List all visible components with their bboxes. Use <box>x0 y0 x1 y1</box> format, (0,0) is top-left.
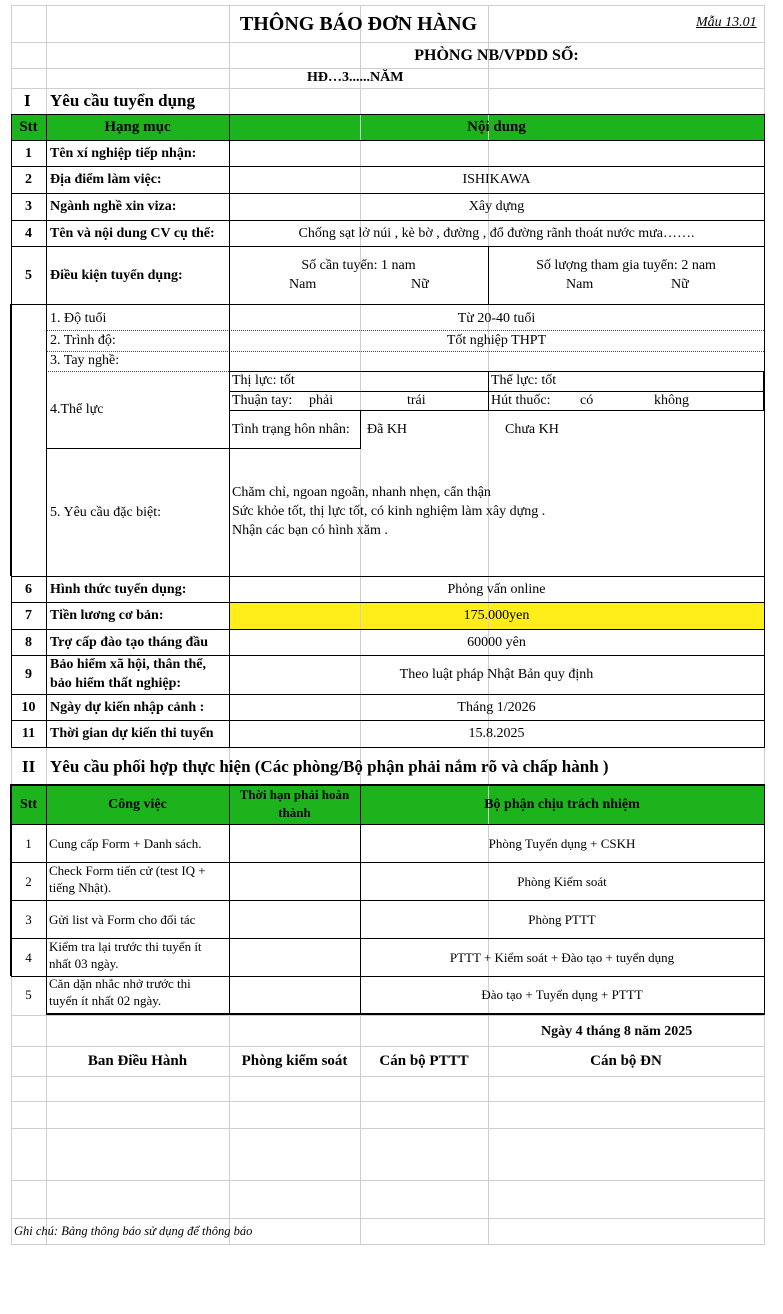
row-number: 8 <box>25 634 32 650</box>
row-label: Tiền lương cơ bản: <box>50 608 164 623</box>
document-title: THÔNG BÁO ĐƠN HÀNG <box>239 12 478 35</box>
section2-title: Yêu cầu phối hợp thực hiện (Các phòng/Bộ phận phải nắm rõ và chấp hành ) <box>50 757 609 776</box>
special-line: Nhận các bạn có hình xăm . <box>232 523 388 538</box>
col-stt: Stt <box>19 797 38 812</box>
col-item: Hạng mục <box>104 119 171 135</box>
row-label: Ngành nghề xin viza: <box>50 199 177 214</box>
row-label: Địa điểm làm việc: <box>50 172 162 187</box>
task-text: nhất 03 ngày. <box>49 956 119 971</box>
need-count: Số cần tuyển: 1 nam <box>301 258 416 273</box>
section1-title: Yêu cầu tuyển dụng <box>50 91 196 110</box>
task-number: 5 <box>25 987 32 1002</box>
sign-dn: Cán bộ ĐN <box>590 1053 662 1069</box>
marital-label: Tình trạng hôn nhân: <box>232 422 350 437</box>
age-label: 1. Độ tuổi <box>50 311 107 326</box>
task-text: Gửi list và Form cho đối tác <box>49 911 196 927</box>
smoke-label: Hút thuốc: <box>491 393 551 408</box>
task-text: Cung cấp Form + Danh sách. <box>49 835 202 851</box>
row-value <box>229 141 764 166</box>
special-label: 5. Yêu cầu đặc biệt: <box>50 504 162 520</box>
single: Chưa KH <box>505 422 559 437</box>
row-value: Chống sạt lở núi , kè bờ , đường , đổ đường rãnh thoát nước mưa……. <box>298 225 695 241</box>
section1-roman: I <box>24 91 31 110</box>
fitness: Thể lực: tốt <box>491 373 557 388</box>
task-department: Phòng Tuyển dụng + CSKH <box>488 835 636 851</box>
row-number: 6 <box>25 581 32 597</box>
sign-control: Phòng kiểm soát <box>241 1053 348 1069</box>
row-number: 4 <box>25 225 32 241</box>
sign-date: Ngày 4 tháng 8 năm 2025 <box>541 1024 693 1039</box>
row-label: Tên xí nghiệp tiếp nhận: <box>50 145 197 161</box>
task-text: tuyển ít nhất 02 ngày. <box>49 993 162 1008</box>
special-line: Chăm chỉ, ngoan ngoãn, nhanh nhẹn, cẩn thận <box>232 485 491 500</box>
col-deadline: Thời hạn phải hoàn <box>239 787 350 802</box>
contract-number: HĐ…3......NĂM <box>307 70 404 85</box>
smoke-yes: có <box>580 393 594 408</box>
row-value: ISHIKAWA <box>462 172 531 187</box>
row-number: 3 <box>25 199 32 214</box>
form-code: Mẫu 13.01 <box>696 15 757 30</box>
row-label-line: Bảo hiểm xã hội, thân thể, <box>50 657 206 672</box>
row-label: Ngày dự kiến nhập cảnh : <box>50 699 205 715</box>
row-label: Hình thức tuyển dụng: <box>50 581 187 597</box>
row-number: 1 <box>25 145 32 161</box>
task-number: 4 <box>25 949 32 965</box>
eyesight: Thị lực: tốt <box>232 373 295 388</box>
skill-label: 3. Tay nghề: <box>50 353 120 368</box>
row-number: 10 <box>21 699 36 715</box>
education-value: Tốt nghiệp THPT <box>446 333 547 348</box>
row-value: Phỏng vấn online <box>447 581 546 597</box>
hand-right: phải <box>309 393 334 408</box>
row-value: Xây dựng <box>468 199 525 214</box>
row-label: Điều kiện tuyển dụng: <box>50 267 183 283</box>
row-label: Thời gian dự kiến thi tuyển <box>50 726 214 741</box>
join-count: Số lượng tham gia tuyển: 2 nam <box>536 258 716 273</box>
task-department: PTTT + Kiểm soát + Đào tạo + tuyển dụng <box>449 949 675 965</box>
row-label: Trợ cấp đào tạo tháng đầu <box>50 634 209 650</box>
need-male: Nam <box>289 277 317 292</box>
col-task: Công việc <box>108 797 167 812</box>
task-text: Kiểm tra lại trước thi tuyển ít <box>49 939 202 954</box>
task-text: tiếng Nhật). <box>49 880 112 895</box>
hand-left: trái <box>407 393 426 408</box>
salary-value: 175.000yen <box>463 608 530 623</box>
task-department: Phòng PTTT <box>528 911 596 927</box>
row-label: Tên và nội dung CV cụ thể: <box>50 225 215 241</box>
task-text: Check Form tiến cử (test IQ + <box>49 863 206 878</box>
need-female: Nữ <box>411 277 429 292</box>
section2-roman: II <box>22 757 36 776</box>
married: Đã KH <box>367 422 408 437</box>
education-label: 2. Trình độ: <box>50 333 116 348</box>
col-department: Bộ phận chịu trách nhiệm <box>484 797 640 812</box>
row-value: Theo luật pháp Nhật Bản quy định <box>399 667 594 682</box>
task-department: Phòng Kiểm soát <box>517 873 607 889</box>
task-number: 3 <box>25 911 32 927</box>
age-value: Từ 20-40 tuổi <box>457 311 536 326</box>
task-department: Đào tạo + Tuyển dụng + PTTT <box>481 987 643 1002</box>
footnote: Ghi chú: Bảng thông báo sử dụng để thông báo <box>14 1224 253 1238</box>
row-value: Tháng 1/2026 <box>457 699 536 715</box>
col-deadline-2: thành <box>278 805 311 820</box>
sign-board: Ban Điều Hành <box>87 1053 188 1069</box>
join-male: Nam <box>566 277 594 292</box>
sign-pttt: Cán bộ PTTT <box>379 1053 469 1069</box>
row-number: 9 <box>25 667 32 682</box>
physical-label: 4.Thể lực <box>50 402 104 417</box>
special-line: Sức khỏe tốt, thị lực tốt, có kinh nghiệm làm xây dựng . <box>232 504 546 519</box>
col-content: Nội dung <box>467 119 526 135</box>
row-number: 11 <box>21 726 36 741</box>
department-number: PHÒNG NB/VPDD SỐ: <box>414 46 579 64</box>
task-text: Căn dặn nhắc nhở trước thi <box>49 976 191 991</box>
row-number: 7 <box>25 608 32 623</box>
hand-label: Thuận tay: <box>232 393 293 408</box>
row-value: 15.8.2025 <box>468 726 525 741</box>
row-number: 2 <box>25 172 32 187</box>
smoke-no: không <box>654 393 689 408</box>
col-stt: Stt <box>19 119 38 135</box>
join-female: Nữ <box>671 277 689 292</box>
row-label-line: bảo hiểm thất nghiệp: <box>50 676 182 691</box>
row-number: 5 <box>25 267 32 283</box>
task-number: 2 <box>25 873 32 889</box>
task-number: 1 <box>25 835 32 851</box>
row-value: 60000 yên <box>467 634 526 650</box>
